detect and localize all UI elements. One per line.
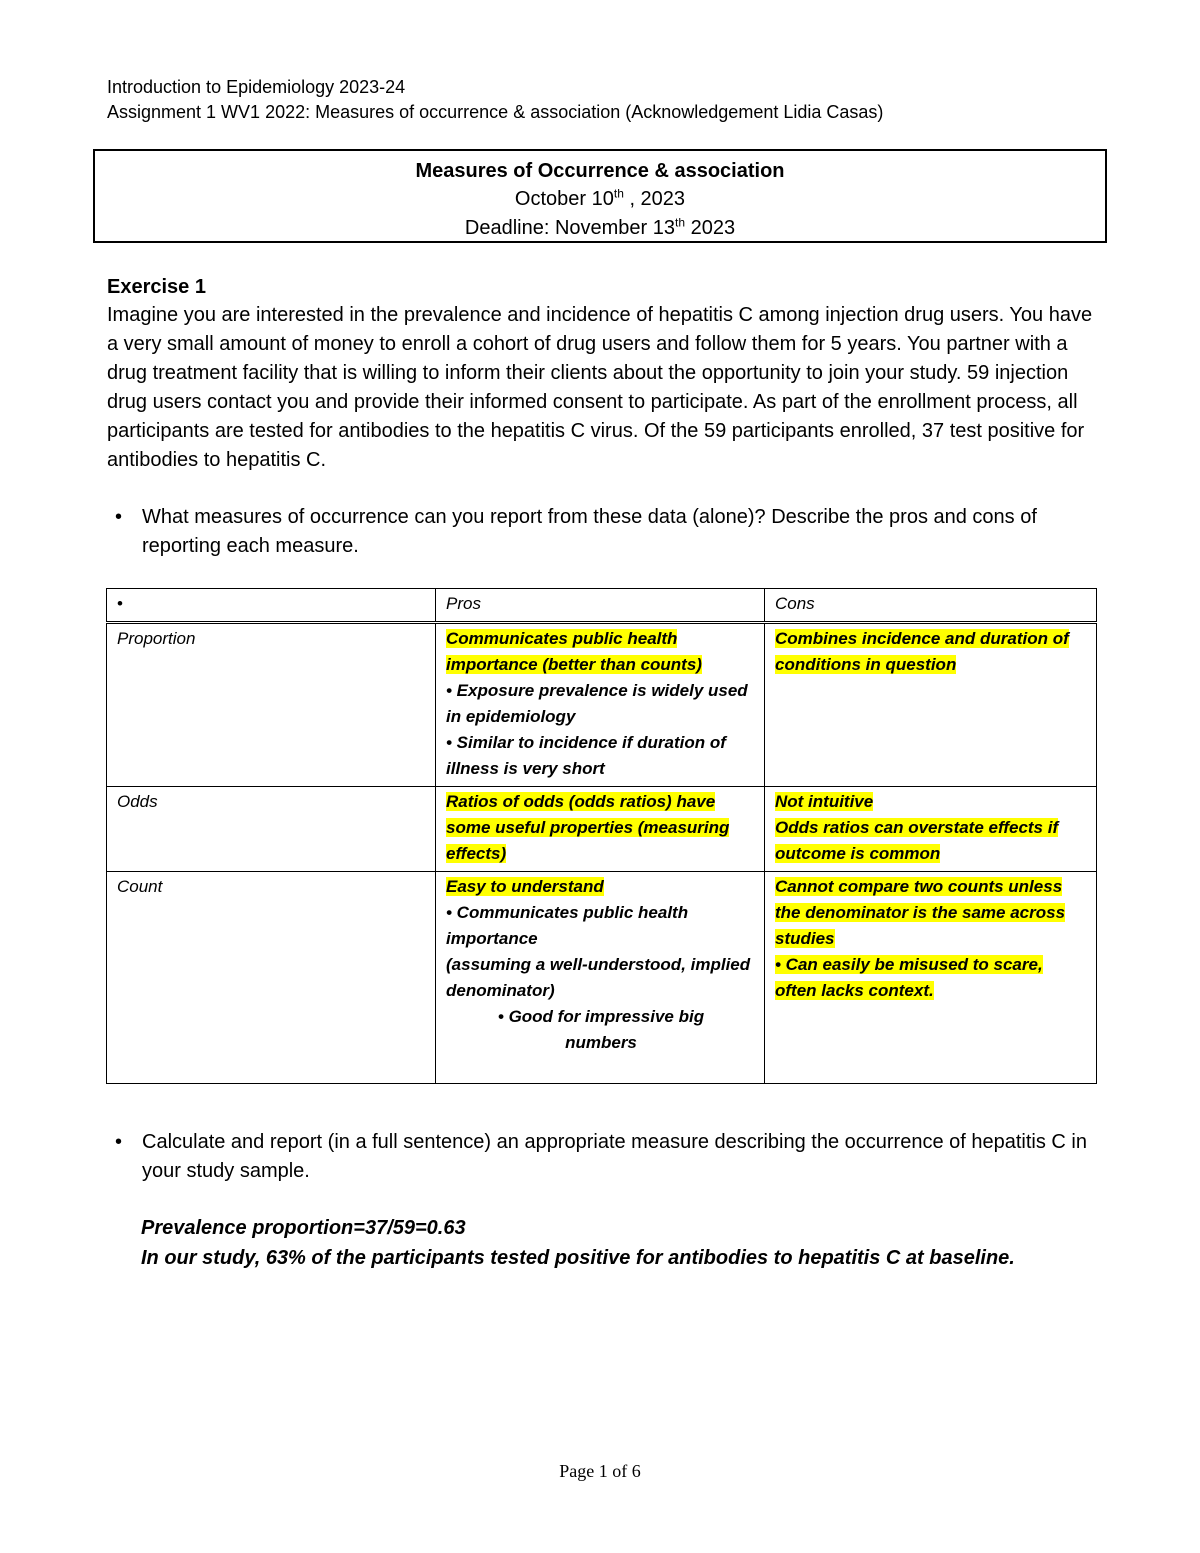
highlighted-text: Communicates public health importance (better than counts) <box>446 629 702 674</box>
table-header-cell: Cons <box>765 589 1097 623</box>
table-header-cell: • <box>107 589 436 623</box>
document-deadline <box>95 214 1105 243</box>
header-assignment: Assignment 1 WV1 2022: Measures of occurrence & association (Acknowledgement Lidia Casas) <box>107 102 884 122</box>
exercise-intro: Imagine you are interested in the prevalence and incidence of hepatitis C among injection drug users. You have a very small amount of money to enroll a cohort of drug users and follow them for 5 years. You partner with a drug treatment facility that is willing to inform their clients about the opportunity to join your study. 59 injection drug users contact you and provide their informed consent to participate. As part of the enrollment process, all participants are tested for antibodies to the hepatitis C virus. Of the 59 participants enrolled, 37 test positive for antibodies to hepatitis C. <box>107 304 1093 471</box>
bullet-icon: • <box>115 1131 123 1153</box>
question-2-text: Calculate and report (in a full sentence) an appropriate measure describing the occurrence of hepatitis C in your study sample. <box>142 1131 1087 1182</box>
highlighted-text: Ratios of odds (odds ratios) have some useful properties (measuring effects) <box>446 792 730 863</box>
answer-formula: Prevalence proportion=37/59=0.63 <box>141 1217 466 1239</box>
pros-cell <box>436 872 765 1084</box>
pros-point: (assuming a well-understood, implied <box>446 955 751 974</box>
deadline-text: Deadline: November 13 <box>464 217 676 239</box>
deadline-year: 2023 <box>685 217 736 239</box>
document-title: Measures of Occurrence & association <box>415 160 785 182</box>
highlighted-text: Combines incidence and duration of conditions in question <box>775 629 1069 674</box>
highlighted-text: Not intuitive <box>775 792 874 811</box>
pros-point: denominator) <box>446 981 555 1000</box>
measures-table <box>106 588 1097 1084</box>
date-year: , 2023 <box>623 188 686 210</box>
question-1-text: What measures of occurrence can you report from these data (alone)? Describe the pros and cons of reporting each measure. <box>142 506 1037 557</box>
highlighted-text: Cannot compare two counts unless the denominator is the same across studies <box>775 877 1066 948</box>
cons-cell <box>765 623 1097 787</box>
pros-point: • Good for impressive big numbers <box>497 1007 705 1052</box>
pros-point: • Exposure prevalence is widely used in epidemiology <box>446 681 748 726</box>
answer-block <box>141 1213 1101 1273</box>
pros-point: • Communicates public health importance <box>446 903 689 948</box>
date-text: October 10 <box>514 188 614 210</box>
page-number: Page 1 of 6 <box>559 1461 641 1481</box>
title-box <box>93 149 1107 243</box>
date-ordinal: th <box>613 186 624 201</box>
cons-cell <box>765 787 1097 872</box>
highlighted-text: • Can easily be misused to scare, often lacks context. <box>775 955 1043 1000</box>
pros-point: • Similar to incidence if duration of illness is very short <box>446 733 726 778</box>
highlighted-text: Odds ratios can overstate effects if outcome is common <box>775 818 1059 863</box>
deadline-ordinal: th <box>675 215 686 230</box>
document-date <box>95 185 1105 214</box>
bullet-icon: • <box>115 506 123 528</box>
highlighted-text: Easy to understand <box>446 877 604 896</box>
question-2 <box>107 1128 1107 1188</box>
table-header-cell: Pros <box>436 589 765 623</box>
cons-cell <box>765 872 1097 1084</box>
measure-cell: Count <box>107 872 436 1084</box>
exercise-title: Exercise 1 <box>107 276 206 298</box>
header-course: Introduction to Epidemiology 2023-24 <box>107 77 406 97</box>
measure-cell: Odds <box>107 787 436 872</box>
question-1 <box>107 503 1107 563</box>
measure-cell: Proportion <box>107 623 436 787</box>
pros-cell <box>436 623 765 787</box>
table-row <box>107 623 1097 787</box>
pros-cell <box>436 787 765 872</box>
answer-sentence: In our study, 63% of the participants tested positive for antibodies to hepatitis C at baseline. <box>141 1247 1015 1269</box>
table-row <box>107 787 1097 872</box>
table-row <box>107 872 1097 1084</box>
table-header-row <box>107 589 1097 623</box>
